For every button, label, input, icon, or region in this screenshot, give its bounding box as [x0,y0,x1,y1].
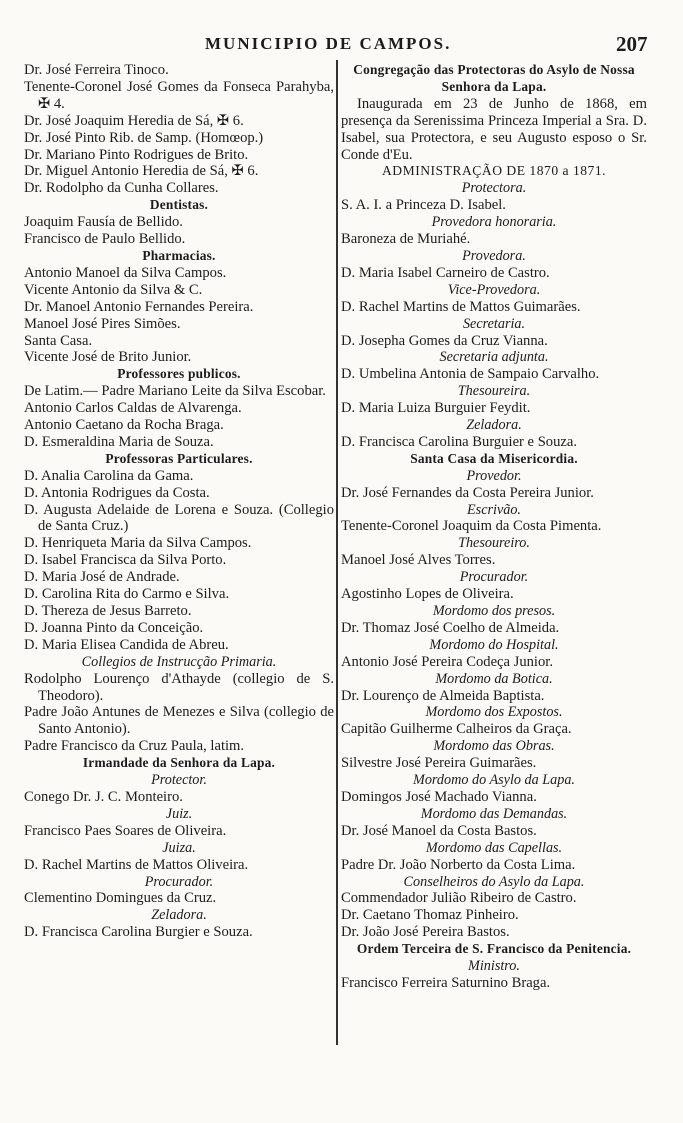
list-entry: Dr. Miguel Antonio Heredia de Sá, ✠ 6. [24,163,259,180]
list-entry: Antonio Caetano da Rocha Braga. [24,417,224,434]
list-entry: Dr. José Ferreira Tinoco. [24,62,169,78]
administration-heading: ADMINISTRAÇÃO DE 1870 a 1871. [381,163,607,179]
column-divider [336,60,338,1045]
list-entry: S. A. I. a Princeza D. Isabel. [341,197,506,214]
list-entry: Vicente José de Brito Junior. [24,349,192,366]
list-entry: D. Umbelina Antonia de Sampaio Carvalho. [341,366,600,383]
role-title: Mordomo das Capellas. [425,839,563,856]
list-entry: Santa Casa. [24,332,93,349]
list-entry: Padre Dr. João Norberto da Costa Lima. [341,856,576,873]
role-title: Secretaria adjunta. [439,349,549,366]
role-title: Zeladora. [151,907,207,924]
list-entry: Capitão Guilherme Calheiros da Graça. [341,721,572,738]
list-entry: D. Maria Isabel Carneiro de Castro. [341,264,550,281]
list-entry: Dr. João José Pereira Bastos. [341,924,510,941]
section-heading: Pharmacias. [142,247,216,263]
list-entry: Dr. José Joaquim Heredia de Sá, ✠ 6. [24,112,244,129]
role-title: Thesoureiro. [458,535,530,552]
role-title: Vice-Provedora. [447,281,541,298]
list-entry: Dr. José Pinto Rib. de Samp. (Homœop.) [24,129,264,146]
list-entry: D. Francisca Carolina Burguier e Souza. [341,433,578,450]
list-entry: Tenente-Coronel José Gomes da Fonseca Parahyba, ✠ 4. [24,78,334,112]
list-entry: Antonio Manoel da Silva Campos. [24,264,227,281]
role-title: Ministro. [468,958,520,975]
section-heading: Santa Casa da Misericordia. [410,450,578,466]
list-entry: De Latim.— Padre Mariano Leite da Silva Escobar. [24,383,326,400]
list-entry: D. Maria José de Andrade. [24,569,180,586]
left-column [24,62,334,941]
list-entry: D. Rachel Martins de Mattos Oliveira. [24,856,249,873]
list-entry: Dr. José Manoel da Costa Bastos. [341,822,537,839]
list-entry: D. Antonia Rodrigues da Costa. [24,484,210,501]
list-entry: Baroneza de Muriahé. [341,231,471,248]
list-entry: Dr. Manoel Antonio Fernandes Pereira. [24,298,254,315]
list-entry: D. Augusta Adelaide de Lorena e Souza. (Collegio de Santa Cruz.) [24,501,334,535]
list-entry: Padre Francisco da Cruz Paula, latim. [24,738,245,755]
list-entry: D. Joanna Pinto da Conceição. [24,619,204,636]
list-entry: Agostinho Lopes de Oliveira. [341,586,514,603]
section-heading: Professores publicos. [117,366,241,382]
list-entry: Commendador Julião Ribeiro de Castro. [341,890,577,907]
role-title: Secretaria. [462,315,526,332]
page-header [0,32,683,62]
section-heading: Congregação das Protectoras do Asylo de Nossa Senhora da Lapa. [353,62,635,94]
list-entry: Francisco Paes Soares de Oliveira. [24,822,227,839]
role-title: Provedor. [466,467,522,484]
list-entry: Dr. Thomaz José Coelho de Almeida. [341,619,560,636]
list-entry: D. Esmeraldina Maria de Souza. [24,433,214,450]
list-entry: D. Maria Luiza Burguier Feydit. [341,400,531,417]
role-title: Mordomo dos Expostos. [425,704,563,721]
list-entry: D. Thereza de Jesus Barreto. [24,603,192,619]
role-title: Provedora. [462,247,526,264]
section-heading: Ordem Terceira de S. Francisco da Penitencia. [356,941,632,957]
role-title: Juiz. [165,805,193,822]
list-entry: Antonio José Pereira Codeça Junior. [341,653,553,670]
list-entry: Antonio Carlos Caldas de Alvarenga. [24,400,242,417]
list-entry: Conego Dr. J. C. Monteiro. [24,788,183,805]
role-title: Procurador. [459,569,529,586]
list-entry: Manoel José Alves Torres. [341,552,496,569]
section-heading: Irmandade da Senhora da Lapa. [82,755,276,771]
list-entry: Vicente Antonio da Silva & C. [24,281,203,298]
list-entry: D. Francisca Carolina Burgier e Souza. [24,924,253,941]
list-entry: Dr. Rodolpho da Cunha Collares. [24,180,219,197]
paragraph: Inaugurada em 23 de Junho de 1868, em presença da Serenissima Princeza Imperial a Sra. D. Isabel, sua Protectora, e seu Augusto esposo o Sr. Conde d'Eu. [341,95,647,163]
list-entry: Clementino Domingues da Cruz. [24,890,217,907]
role-title: Procurador. [144,873,214,890]
list-entry: Joaquim Fausía de Bellido. [24,214,183,231]
list-entry: D. Josepha Gomes da Cruz Vianna. [341,332,548,349]
role-title: Protectora. [461,180,527,197]
list-entry: Tenente-Coronel Joaquim da Costa Pimenta. [341,518,602,535]
role-title: Protector. [151,772,207,789]
role-title: Juiza. [162,839,196,856]
list-entry: D. Maria Elisea Candida de Abreu. [24,636,229,653]
section-heading: Professoras Particulares. [105,450,253,466]
role-title: Collegios de Instrucção Primaria. [81,653,277,670]
running-title: MUNICIPIO DE CAMPOS. [205,34,452,53]
role-title: Mordomo das Demandas. [420,805,568,822]
role-title: Mordomo da Botica. [435,670,553,687]
list-entry: D. Henriqueta Maria da Silva Campos. [24,535,252,552]
list-entry: D. Analia Carolina da Gama. [24,467,194,484]
list-entry: Francisco de Paulo Bellido. [24,231,186,248]
list-entry: Dr. Mariano Pinto Rodrigues de Brito. [24,146,249,163]
role-title: Provedora honoraria. [431,214,557,231]
right-column [341,62,647,992]
list-entry: Rodolpho Lourenço d'Athayde (collegio de S. Theodoro). [24,670,334,704]
list-entry: Francisco Ferreira Saturnino Braga. [341,974,551,991]
role-title: Thesoureira. [457,383,531,400]
role-title: Mordomo dos presos. [432,603,556,619]
role-title: Conselheiros do Asylo da Lapa. [403,873,585,890]
list-entry: Silvestre José Pereira Guimarães. [341,755,537,772]
role-title: Zeladora. [466,417,522,434]
list-entry: Manoel José Pires Simões. [24,315,181,332]
list-entry: Dr. Lourenço de Almeida Baptista. [341,687,545,704]
list-entry: Domingos José Machado Vianna. [341,788,537,805]
role-title: Mordomo das Obras. [433,738,555,755]
list-entry: Padre João Antunes de Menezes e Silva (collegio de Santo Antonio). [24,704,334,738]
role-title: Escrivão. [467,501,521,518]
page-number: 207 [616,32,648,56]
list-entry: D. Rachel Martins de Mattos Guimarães. [341,298,581,315]
list-entry: D. Carolina Rita do Carmo e Silva. [24,586,230,603]
list-entry: Dr. José Fernandes da Costa Pereira Junior. [341,484,594,501]
list-entry: D. Isabel Francisca da Silva Porto. [24,552,227,569]
role-title: Mordomo do Hospital. [429,636,559,653]
section-heading: Dentistas. [149,197,209,213]
role-title: Mordomo do Asylo da Lapa. [413,772,575,789]
list-entry: Dr. Caetano Thomaz Pinheiro. [341,907,519,924]
